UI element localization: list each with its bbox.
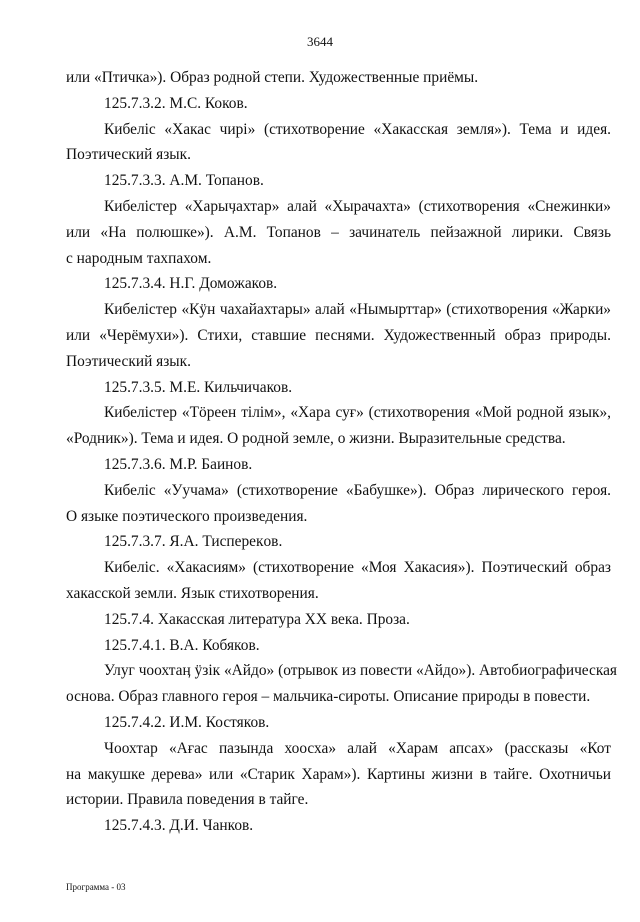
document-body: [66, 65, 618, 839]
text-line: 125.7.3.6. М.Р. Баинов.: [104, 455, 253, 473]
text-line: Кибеліс «Уучама» (стихотворение «Бабушке»). Образ лирического героя.: [104, 481, 611, 499]
text-line: Кибеліс. «Хакасиям» (стихотворение «Моя Хакасия»). Поэтический образ: [104, 559, 611, 577]
text-line: 125.7.4.2. И.М. Костяков.: [104, 713, 270, 731]
text-line: О языке поэтического произведения.: [66, 507, 308, 525]
text-line: 125.7.3.3. А.М. Топанов.: [104, 172, 264, 190]
page-footer: Программа - 03: [66, 882, 126, 892]
text-line: на макушке дерева» или «Старик Харам»). Картины жизни в тайге. Охотничьи: [66, 765, 611, 783]
text-line: Чоохтар «Ағас пазында хоосха» алай «Харам апсах» (рассказы «Кот: [104, 739, 611, 757]
text-line: 125.7.3.4. Н.Г. Доможаков.: [104, 275, 278, 293]
text-line: Кибеліс «Хакас чирі» (стихотворение «Хакасская земля»). Тема и идея.: [104, 120, 611, 138]
text-line: или «Черёмухи»). Стихи, ставшие песнями. Художественный образ природы.: [66, 326, 611, 344]
text-line: 125.7.4.1. В.А. Кобяков.: [104, 636, 260, 654]
text-line: Поэтический язык.: [66, 352, 191, 370]
text-line: 125.7.3.7. Я.А. Тисперекoв.: [104, 533, 283, 551]
text-line: или «Птичка»). Образ родной степи. Художественные приёмы.: [66, 69, 479, 86]
text-line: истории. Правила поведения в тайге.: [66, 791, 309, 809]
text-line: Кибелістер «Кӱн чахайахтары» алай «Нымырттар» (стихотворения «Жарки»: [104, 301, 611, 319]
text-line: Поэтический язык.: [66, 146, 191, 164]
text-line: или «На полюшке»). А.М. Топанов – зачинатель пейзажной лирики. Связь: [66, 223, 611, 241]
text-line: 125.7.4. Хакасская литература XX века. Проза.: [104, 610, 410, 628]
page-number: 3644: [307, 34, 333, 49]
text-line: 125.7.3.5. М.Е. Кильчичаков.: [104, 378, 293, 396]
text-line: с народным тахпахом.: [66, 249, 212, 267]
text-line: основа. Образ главного героя – мальчика-сироты. Описание природы в повести.: [66, 688, 591, 706]
text-line: «Родник»). Тема и идея. О родной земле, о жизни. Выразительные средства.: [66, 430, 566, 448]
text-line: Кибелістер «Харыӌахтар» алай «Хырачахта» (стихотворения «Снежинки»: [104, 197, 611, 215]
text-line: 125.7.3.2. М.С. Коков.: [104, 94, 248, 112]
text-line: хакасской земли. Язык стихотворения.: [66, 584, 319, 602]
text-line: Улуг чоохтаӊ ӱзік «Айдо» (отрывок из повести «Айдо»). Автобиографическая: [104, 662, 618, 680]
text-line: 125.7.4.3. Д.И. Чанков.: [104, 817, 254, 835]
text-line: Кибелістер «Тӧреен тілім», «Хара суғ» (стихотворения «Мой родной язык»,: [104, 404, 611, 422]
